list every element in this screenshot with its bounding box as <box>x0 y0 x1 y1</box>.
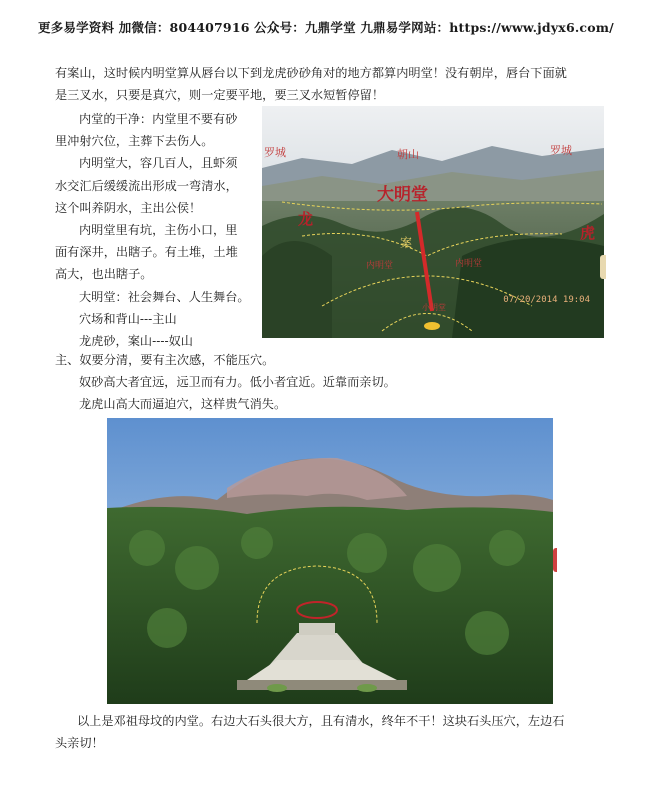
text-line: 水交汇后缓缓流出形成一弯清水， <box>55 178 238 193</box>
label-luocheng-left: 罗城 <box>264 146 286 159</box>
page-edge-tab <box>553 548 557 572</box>
text-line: 内明堂里有坑，主伤小口，里 <box>79 223 238 238</box>
label-luocheng-right: 罗城 <box>550 144 572 157</box>
text-line: 大明堂：社会舞台、人生舞台。 <box>79 289 250 304</box>
label-long: 龙 <box>298 210 314 228</box>
intro-paragraph <box>55 62 595 106</box>
text-line: 龙虎砂，案山----奴山 <box>79 334 193 349</box>
text-line: 奴砂高大者宜远，远卫而有力。低小者宜近。近靠而亲切。 <box>79 375 396 389</box>
photo-caption <box>55 710 595 754</box>
text-line: 高大，也出瞎子。 <box>55 267 153 282</box>
page-edge-tab <box>600 255 606 279</box>
caption-line-1: 以上是邓祖母坟的内堂。右边大石头很大方，且有清水，终年不干！这块石头压穴，左边石 <box>77 714 565 728</box>
annotated-landscape-photo <box>262 106 604 338</box>
intro-line-2: 是三叉水，只要是真穴，则一定要平地，要三叉水短暂停留！ <box>55 88 385 102</box>
text-line: 龙虎山高大而逼迫穴，这样贵气消失。 <box>79 397 287 411</box>
photo-timestamp: 07/20/2014 19:04 <box>503 295 590 305</box>
tomb-hill-photo <box>107 418 553 704</box>
page-header: 更多易学资料 加微信：804407916 公众号：九鼎学堂 九鼎易学网站：https://www.jdyx6.com/ <box>38 20 614 35</box>
label-damingtang: 大明堂 <box>377 185 428 205</box>
label-an: 案 <box>400 236 413 250</box>
text-line: 内明堂大，容几百人，且虾须 <box>79 156 238 171</box>
label-neimingtang-left: 内明堂 <box>366 261 394 271</box>
text-line: 穴场和背山---主山 <box>79 311 177 326</box>
tomb-hill-illustration <box>107 418 553 704</box>
text-line: 内堂的干净：内堂里不要有砂 <box>79 112 238 126</box>
label-neimingtang-right: 内明堂 <box>455 259 483 269</box>
intro-line-1: 有案山，这时候内明堂算从唇台以下到龙虎砂砂角对的地方都算内明堂！没有朝岸，唇台下面就 <box>55 66 567 80</box>
left-column-text <box>55 108 260 352</box>
text-line: 主、奴要分清，要有主次感，不能压穴。 <box>55 353 275 367</box>
caption-line-2: 头亲切！ <box>55 736 104 750</box>
text-line: 里冲射穴位，主葬下去伤人。 <box>55 134 214 149</box>
text-line: 面有深井，出瞎子。有土堆，土堆 <box>55 245 238 260</box>
label-hu: 虎 <box>580 224 596 242</box>
label-xiaomingtang: 小明堂 <box>422 303 446 312</box>
text-line: 这个叫养阴水，主出公侯！ <box>55 200 202 215</box>
label-chaoshan: 朝山 <box>397 148 419 161</box>
after-photo-text <box>55 349 600 415</box>
